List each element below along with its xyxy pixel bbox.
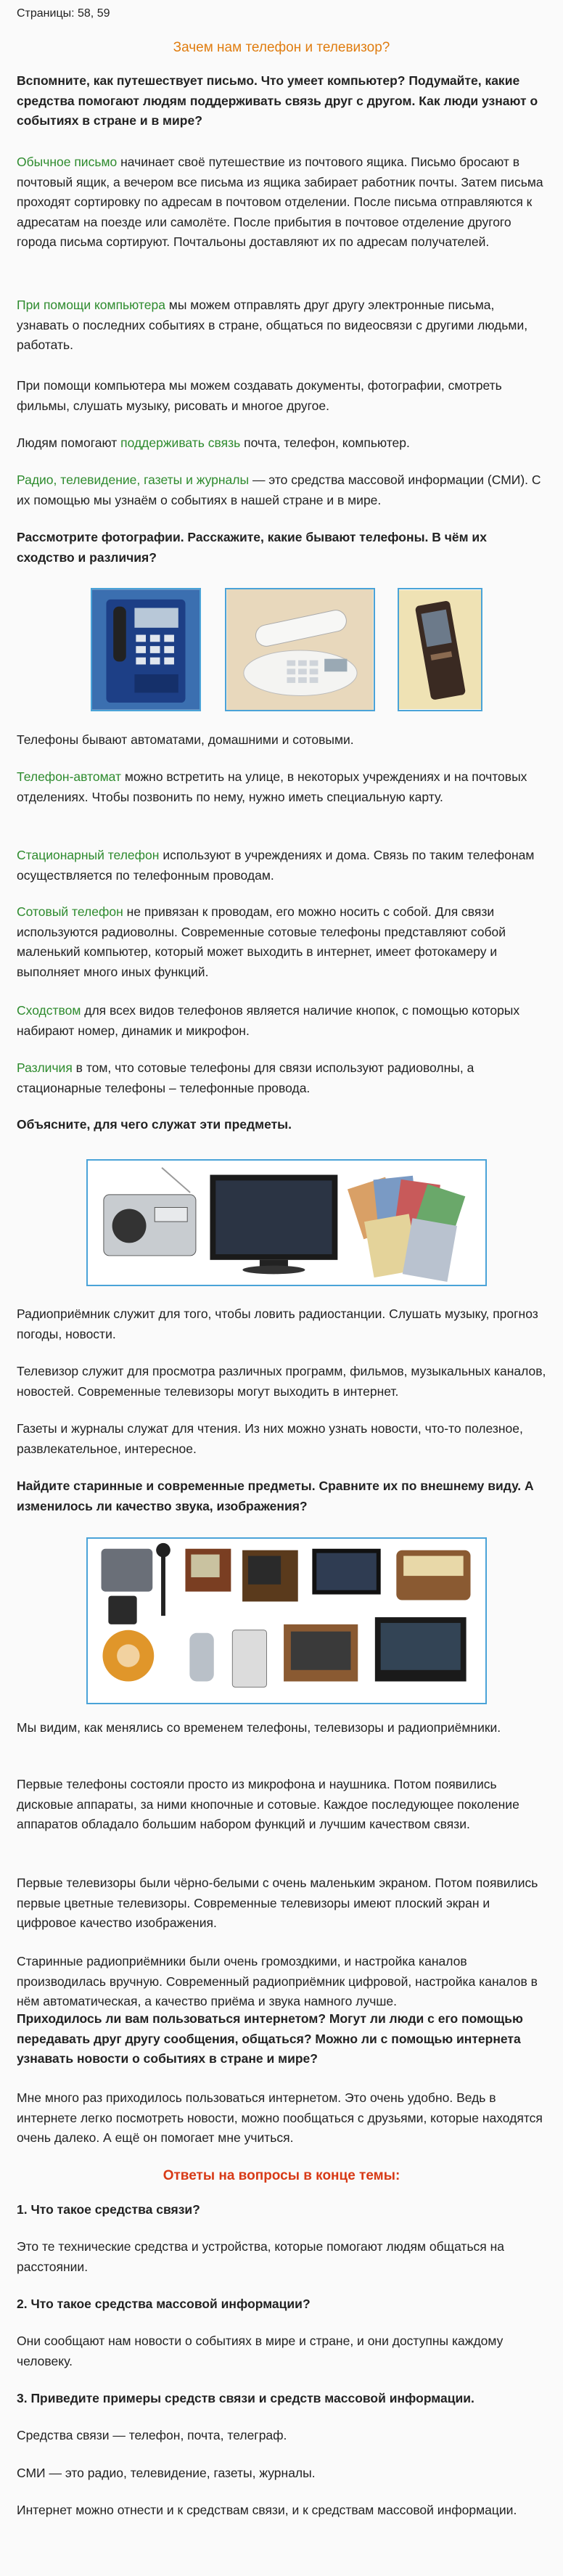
payphone-term: Телефон-автомат (17, 769, 122, 784)
letter-term: Обычное письмо (17, 155, 118, 169)
media-term: Радио, телевидение, газеты и журналы (17, 473, 250, 487)
computer-help-text: мы можем отправлять друг другу электронные письма, узнавать о последних событиях в стране, общаться по видеосвязи с другими людьми, работать. (17, 298, 528, 352)
people-help-term: поддерживать связь (120, 436, 241, 450)
photos-question: Рассмотрите фотографии. Расскажите, какие бывают телефоны. В чём их сходство и различия? (17, 530, 487, 565)
payphone-paragraph (17, 767, 546, 807)
page-title: Зачем нам телефон и телевизор? (173, 40, 390, 55)
difference-text: в том, что сотовые телефоны для связи используют радиоволны, а стационарные телефоны – телефонные провода. (17, 1060, 474, 1095)
people-help-before: Людям помогают (17, 436, 121, 450)
payphone-text: можно встретить на улице, в некоторых учреждениях и на почтовых отделениях. Чтобы позвонить по нему, нужно иметь специальную карту. (17, 769, 527, 804)
media-paragraph (17, 470, 546, 510)
radio-paragraph: Радиоприёмник служит для того, чтобы ловить радиостанции. Слушать музыку, прогноз погоды, новости. (17, 1307, 538, 1341)
computer-help-paragraph (17, 295, 546, 356)
papers-paragraph: Газеты и журналы служат для чтения. Из них можно узнать новости, что-то полезное, развлекательное, интересное. (17, 1421, 523, 1456)
old-radios-paragraph: Старинные радиоприёмники были очень громоздкими, и настройка каналов производилась вручную. Современный радиоприёмник цифровой, настройка каналов в нём автоматическая, а качество приёма и звука намного лучше. (17, 1954, 538, 2008)
old-modern-question: Найдите старинные и современные предметы. Сравните их по внешнему виду. А изменилось ли качество звука, изображения? (17, 1479, 534, 1513)
explain-question: Объясните, для чего служат эти предметы. (17, 1117, 292, 1132)
answer-2: Они сообщают нам новости о событиях в мире и стране, и они доступны каждому человеку. (17, 2334, 504, 2368)
answer-3-media: СМИ — это радио, телевидение, газеты, журналы. (17, 2466, 316, 2480)
tv-paragraph: Телевизор служит для просмотра различных программ, фильмов, музыкальных каналов, новостей. Современные телевизоры могут выходить в интернет. (17, 1364, 546, 1399)
people-help-paragraph (17, 433, 546, 454)
people-help-after: почта, телефон, компьютер. (240, 436, 410, 450)
pages-reference: Страницы: 58, 59 (17, 7, 110, 20)
answer-1: Это те технические средства и устройства, которые помогают людям общаться на расстоянии. (17, 2239, 505, 2274)
media-items-image (86, 1159, 487, 1286)
mobile-paragraph (17, 902, 546, 982)
answer-3-internet: Интернет можно отнести и к средствам связи, и к средствам массовой информации. (17, 2503, 517, 2517)
landline-phone-image (225, 588, 375, 711)
question-2: 2. Что такое средства массовой информации? (17, 2297, 311, 2311)
letter-paragraph (17, 152, 546, 253)
radio-tv-magazines-illustration (88, 1161, 485, 1285)
mobile-phone-image (398, 588, 482, 711)
internet-question: Приходилось ли вам пользоваться интернетом? Могут ли люди с его помощью передавать друг другу сообщения, общаться? Можно ли с помощью интернета узнавать новости о событиях в стране и мире? (17, 2011, 523, 2066)
difference-paragraph (17, 1058, 546, 1098)
landline-text: используют в учреждениях и дома. Связь по таким телефонам осуществляется по телефонным проводам. (17, 848, 535, 883)
answers-title: Ответы на вопросы в конце темы: (163, 2168, 400, 2183)
letter-text: начинает своё путешествие из почтового ящика. Письмо бросают в почтовый ящик, а вечером все письма из ящика забирает работник почты. Затем письма проходят сортировку по адресам в почтовом отделении. После письма отправляются к адресатам на поезде или самолёте. После прибытия в почтовое отделение другого города письма сортируют. Почтальоны доставляют их по адресам получателей. (17, 155, 543, 249)
payphone-illustration (92, 589, 200, 710)
internet-answer: Мне много раз приходилось пользоваться интернетом. Это очень удобно. Ведь в интернете легко посмотреть новости, можно пообщаться с друзьями, которые находятся очень далеко. А ещё он помогает мне учиться. (17, 2090, 543, 2145)
first-phones-paragraph: Первые телефоны состояли просто из микрофона и наушника. Потом появились дисковые аппараты, за ними кнопочные и сотовые. Каждое последующее поколение аппаратов обладало большим набором функций и лучшим качеством связи. (17, 1777, 519, 1831)
mobile-term: Сотовый телефон (17, 904, 123, 919)
answer-3-communication: Средства связи — телефон, почта, телеграф. (17, 2428, 287, 2442)
payphone-image (91, 588, 201, 711)
similarity-paragraph (17, 1001, 546, 1041)
question-3: 3. Приведите примеры средств связи и средств массовой информации. (17, 2391, 474, 2405)
landline-phone-illustration (226, 589, 374, 710)
computer-create-paragraph: При помощи компьютера мы можем создавать документы, фотографии, смотреть фильмы, слушать музыку, рисовать и многое другое. (17, 378, 502, 413)
landline-term: Стационарный телефон (17, 848, 160, 862)
old-modern-devices-illustration (88, 1539, 485, 1703)
difference-term: Различия (17, 1060, 73, 1075)
first-tvs-paragraph: Первые телевизоры были чёрно-белыми с очень маленьким экраном. Потом появились первые цветные телевизоры. Современные телевизоры имеют плоский экран и цифровое качество изображения. (17, 1876, 538, 1930)
intro-question: Вспомните, как путешествует письмо. Что умеет компьютер? Подумайте, какие средства помогают людям поддерживать связь друг с другом. Как люди узнают о событиях в стране и в мире? (17, 73, 538, 128)
landline-paragraph (17, 846, 546, 886)
changes-paragraph: Мы видим, как менялись со временем телефоны, телевизоры и радиоприёмники. (17, 1720, 501, 1735)
phones-kinds-paragraph: Телефоны бывают автоматами, домашними и сотовыми. (17, 732, 354, 747)
similarity-text: для всех видов телефонов является наличие кнопок, с помощью которых набирают номер, динамик и микрофон. (17, 1003, 520, 1038)
old-modern-devices-image (86, 1537, 487, 1704)
mobile-text: не привязан к проводам, его можно носить с собой. Для связи используются радиоволны. Современные сотовые телефоны представляют собой маленький компьютер, который может выходить в интернет, имеет фотокамеру и выполняет много иных функций. (17, 904, 506, 979)
question-1: 1. Что такое средства связи? (17, 2202, 200, 2217)
similarity-term: Сходством (17, 1003, 81, 1018)
media-text: — это средства массовой информации (СМИ). С их помощью мы узнаём о событиях в нашей стране и в мире. (17, 473, 541, 507)
mobile-phone-illustration (399, 589, 481, 710)
computer-help-term: При помощи компьютера (17, 298, 165, 312)
